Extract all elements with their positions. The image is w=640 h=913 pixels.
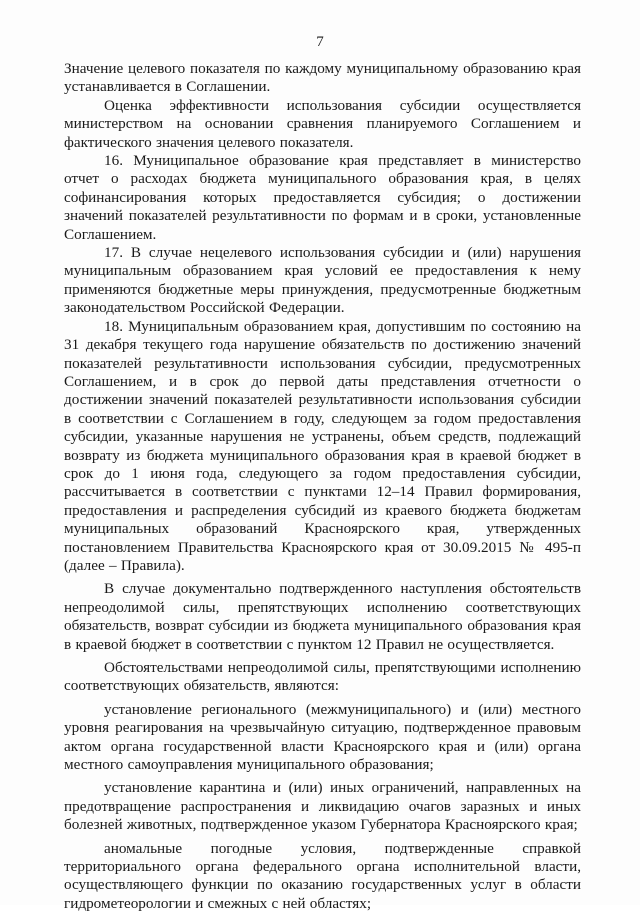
list-item: установление карантина и (или) иных ограничений, направленных на предотвращение распространения и ликвидацию очагов заразных и иных болезней животных, подтвержденное указом Губернатора Красноярского края;	[64, 779, 581, 834]
document-body	[64, 60, 581, 913]
list-item: установление регионального (межмуниципального) и (или) местного уровня реагирования на чрезвычайную ситуацию, подтвержденное правовым актом органа государственной власти Красноярского края и (или) органа местного самоуправления муниципального образования;	[64, 700, 581, 774]
paragraph: В случае документально подтвержденного наступления обстоятельств непреодолимой силы, препятствующих исполнению соответствующих обязательств, возврат субсидии из бюджета муниципального образования края в краевой бюджет в соответствии с пунктом 12 Правил не осуществляется.	[64, 580, 581, 653]
paragraph-16: 16. Муниципальное образование края представляет в министерство отчет о расходах бюджета муниципального образования края, в целях софинансирования которых предоставляется субсидия; о достижении значений показателей результативности по формам и в сроки, установленные Соглашением.	[64, 152, 581, 243]
list-item: аномальные погодные условия, подтвержденные справкой территориального органа федерального органа исполнительной власти, осуществляющего функции по оказанию государственных услуг в области гидрометеорологии и смежных с ней областях;	[64, 839, 581, 912]
paragraph: Значение целевого показателя по каждому муниципальному образованию края устанавливается в Соглашении.	[64, 60, 581, 96]
paragraph-17: 17. В случае нецелевого использования субсидии и (или) нарушения муниципальным образованием края условий ее предоставления к нему применяются бюджетные меры принуждения, предусмотренные бюджетным законодательством Российской Федерации.	[64, 244, 581, 317]
paragraph: Оценка эффективности использования субсидии осуществляется министерством на основании сравнения планируемого Соглашением и фактического значения целевого показателя.	[64, 96, 581, 151]
paragraph-18: 18. Муниципальным образованием края, допустившим по состоянию на 31 декабря текущего года нарушение обязательств по достижению значений показателей результативности использования субсидии, предусмотренных Соглашением, и в срок до первой даты представления отчетности о достижении значений показателей результативности использования субсидии в соответствии с Соглашением в году, следующем за годом предоставления субсидии, указанные нарушения не устранены, объем средств, подлежащий возврату из бюджета муниципального образования края в краевой бюджет в срок до 1 июня года, следующего за годом предоставления субсидии, рассчитывается в соответствии с пунктами 12–14 Правил формирования, предоставления и распределения субсидий из краевого бюджета бюджетам муниципальных образований Красноярского края, утвержденных постановлением Правительства Красноярского края от 30.09.2015 № 495-п (далее – Правила).	[64, 317, 581, 574]
page-number: 7	[316, 34, 324, 50]
paragraph: Обстоятельствами непреодолимой силы, препятствующими исполнению соответствующих обязательств, являются:	[64, 659, 581, 695]
